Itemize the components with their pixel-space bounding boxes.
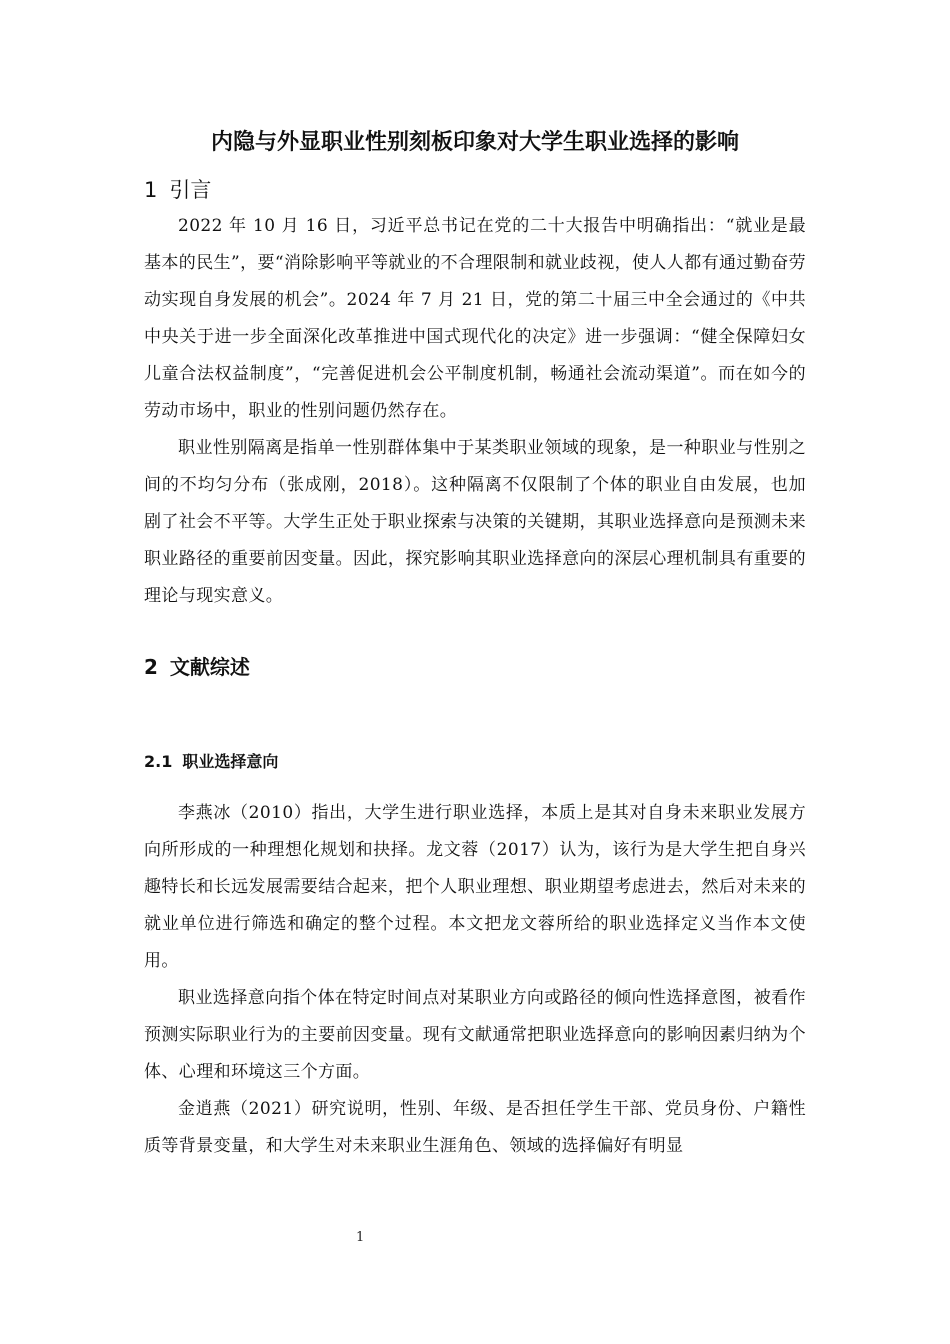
- section-heading-literature-review: [144, 649, 806, 685]
- paragraph: 2022 年 10 月 16 日，习近平总书记在党的二十大报告中明确指出：“就业是最基本的民生”，要“消除影响平等就业的不合理限制和就业歧视，使人人都有通过勤奋劳动实现自身发展的机会”。2024 年 7 月 21 日，党的第二十届三中全会通过的《中共中央关于进一步全面深化改革推进中国式现代化的决定》进一步强调：“健全保障妇女儿童合法权益制度”，“完善促进机会公平制度机制，畅通社会流动渠道”。而在如今的劳动市场中，职业的性别问题仍然存在。: [144, 216, 806, 421]
- subsection-number: 2.1: [144, 752, 173, 771]
- page-number: 1: [356, 1230, 365, 1245]
- section-number: 2: [144, 655, 158, 679]
- section-heading-intro: [144, 172, 806, 208]
- paper-title: 内隐与外显职业性别刻板印象对大学生职业选择的影响: [210, 130, 739, 155]
- document-body: [144, 124, 806, 1165]
- section-title: 文献综述: [169, 655, 250, 679]
- paragraph: 职业选择意向指个体在特定时间点对某职业方向或路径的倾向性选择意图，被看作预测实际职业行为的主要前因变量。现有文献通常把职业选择意向的影响因素归纳为个体、心理和环境这三个方面。: [144, 988, 806, 1082]
- subsection-heading-career-choice: [144, 745, 806, 779]
- paragraph: 职业性别隔离是指单一性别群体集中于某类职业领域的现象，是一种职业与性别之间的不均匀分布（张成刚，2018）。这种隔离不仅限制了个体的职业自由发展，也加剧了社会不平等。大学生正处于职业探索与决策的关键期，其职业选择意向是预测未来职业路径的重要前因变量。因此，探究影响其职业选择意向的深层心理机制具有重要的理论与现实意义。: [144, 438, 806, 606]
- paragraph: 金逍燕（2021）研究说明，性别、年级、是否担任学生干部、党员身份、户籍性质等背景变量，和大学生对未来职业生涯角色、领域的选择偏好有明显: [144, 1099, 806, 1156]
- paragraph: 李燕冰（2010）指出，大学生进行职业选择，本质上是其对自身未来职业发展方向所形成的一种理想化规划和抉择。龙文蓉（2017）认为，该行为是大学生把自身兴趣特长和长远发展需要结合起来，把个人职业理想、职业期望考虑进去，然后对未来的就业单位进行筛选和确定的整个过程。本文把龙文蓉所给的职业选择定义当作本文使用。: [144, 803, 806, 971]
- section-title: 引言: [169, 178, 212, 202]
- section-number: 1: [144, 178, 158, 202]
- subsection-title: 职业选择意向: [182, 752, 279, 771]
